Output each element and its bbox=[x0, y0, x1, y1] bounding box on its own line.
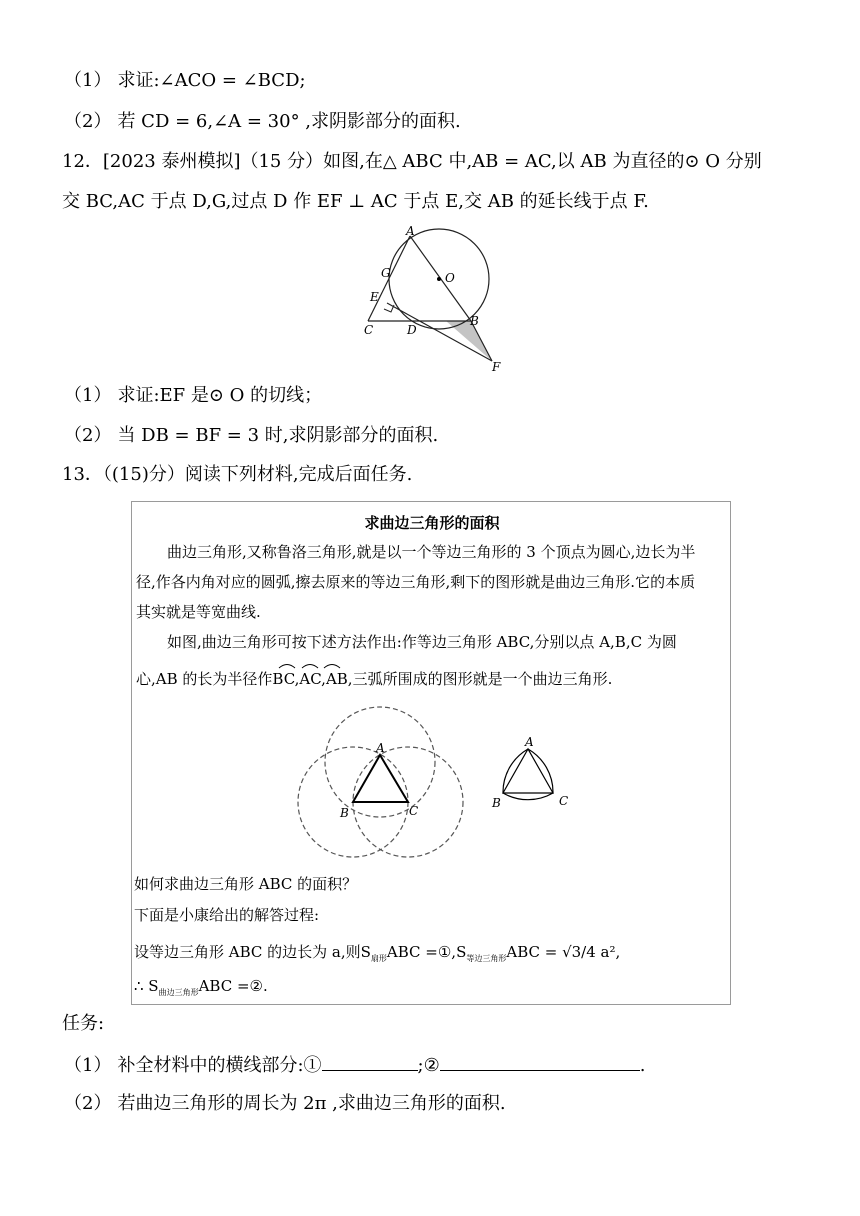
q11-part1-text: 求证:∠ACO = ∠BCD; bbox=[117, 70, 306, 91]
q13-material-box bbox=[131, 501, 731, 1005]
q12-label-d: D bbox=[407, 323, 417, 337]
q13-step2-b: ABC =②. bbox=[198, 977, 268, 995]
q12-label-f: F bbox=[492, 360, 501, 373]
q13-arc-mark-ab bbox=[324, 665, 340, 669]
q12-label-o: O bbox=[445, 271, 455, 285]
q13-step2-a: ∴ S bbox=[134, 977, 159, 995]
q12-figure bbox=[360, 225, 510, 373]
q12-part1 bbox=[64, 384, 322, 408]
q13-header: 13．（(15)分）阅读下列材料,完成后面任务. bbox=[62, 464, 413, 485]
q13-fig1-label-c: C bbox=[409, 804, 419, 818]
q12-center-dot bbox=[437, 277, 441, 281]
q12-part1-number: （1） bbox=[64, 385, 112, 406]
q13-fig1-label-a: A bbox=[376, 741, 385, 755]
q12-label-a: A bbox=[406, 225, 415, 238]
q13-step1-sub1: 扇形 bbox=[370, 954, 387, 963]
q13-triangle-abc bbox=[353, 755, 408, 802]
q12-part2 bbox=[64, 424, 438, 448]
q13-task2-number: （2） bbox=[64, 1093, 112, 1114]
q12-part2-number: （2） bbox=[64, 425, 112, 446]
q13-task1-number: （1） bbox=[64, 1055, 112, 1076]
q13-arc-mark-ac bbox=[302, 665, 318, 669]
q13-task2-text: 若曲边三角形的周长为 2π ,求曲边三角形的面积. bbox=[117, 1093, 506, 1114]
q13-circle-a bbox=[325, 707, 435, 817]
q12-header-line1: 12．[2023 泰州模拟]（15 分）如图,在△ ABC 中,AB = AC,以 AB 为直径的⊙ O 分别 bbox=[62, 151, 762, 172]
q11-part2-number: （2） bbox=[64, 111, 112, 132]
q12-label-g: G bbox=[381, 266, 391, 280]
q13-task1-mid: ;② bbox=[417, 1055, 440, 1076]
q13-para1-line2: 径,作各内角对应的圆弧,擦去原来的等边三角形,剩下的图形就是曲边三角形.它的本质 bbox=[136, 573, 696, 591]
q11-part1-number: （1） bbox=[64, 70, 112, 91]
q13-task1-end: . bbox=[639, 1055, 646, 1076]
q13-para1-line3: 其实就是等宽曲线. bbox=[136, 603, 261, 621]
q12-label-e: E bbox=[370, 290, 379, 304]
q13-task1 bbox=[64, 1052, 645, 1078]
q13-reuleaux-inner-triangle bbox=[503, 749, 553, 793]
q13-para2-line2: 心,AB 的长为半径作BC,AC,AB,三弧所围成的图形就是一个曲边三角形. bbox=[136, 670, 613, 688]
q13-reuleaux-outline bbox=[503, 749, 553, 800]
q13-fig1-label-b: B bbox=[340, 806, 349, 820]
q12-part2-text: 当 DB = BF = 3 时,求阴影部分的面积. bbox=[117, 425, 439, 446]
q11-part1 bbox=[64, 69, 306, 93]
q13-step1-b: ABC =①,S bbox=[386, 943, 467, 961]
q13-step1 bbox=[134, 942, 620, 969]
q13-step1-sub2: 等边三角形 bbox=[466, 954, 507, 963]
q13-box-title: 求曲边三角形的面积 bbox=[364, 514, 500, 532]
q12-label-b: B bbox=[470, 314, 479, 328]
q13-step2-sub: 曲边三角形 bbox=[158, 988, 199, 997]
q11-part2-text: 若 CD = 6,∠A = 30° ,求阴影部分的面积. bbox=[117, 111, 461, 132]
q12-header-line2: 交 BC,AC 于点 D,G,过点 D 作 EF ⊥ AC 于点 E,交 AB 的延长线于点 F. bbox=[62, 191, 649, 212]
q13-fig2-label-b: B bbox=[492, 796, 501, 810]
q13-para2-line1: 如图,曲边三角形可按下述方法作出:作等边三角形 ABC,分别以点 A,B,C 为圆 bbox=[167, 633, 677, 651]
q13-arc-mark-bc bbox=[279, 665, 295, 669]
q13-intro: 下面是小康给出的解答过程: bbox=[134, 906, 320, 924]
q13-task1-text: 补全材料中的横线部分:① bbox=[117, 1055, 322, 1076]
q13-blank-2[interactable] bbox=[440, 1052, 640, 1071]
q12-label-c: C bbox=[364, 323, 374, 337]
q13-fig2-label-a: A bbox=[525, 737, 534, 749]
q13-para1-line1: 曲边三角形,又称鲁洛三角形,就是以一个等边三角形的 3 个顶点为圆心,边长为半 bbox=[167, 543, 696, 561]
q13-fig2-label-c: C bbox=[559, 794, 569, 808]
q13-arc-marks bbox=[277, 660, 347, 670]
q13-task-label: 任务: bbox=[62, 1013, 105, 1034]
q13-blank-1[interactable] bbox=[322, 1052, 418, 1071]
q13-step1-c: ABC = √3/4 a², bbox=[506, 943, 621, 961]
q13-reuleaux-figure bbox=[487, 737, 577, 827]
q12-part1-text: 求证:EF 是⊙ O 的切线； bbox=[117, 385, 323, 406]
q11-part2 bbox=[64, 110, 461, 134]
q13-construction-figure bbox=[292, 702, 472, 862]
q13-step2 bbox=[134, 976, 268, 1003]
q13-step1-a: 设等边三角形 ABC 的边长为 a,则S bbox=[134, 943, 371, 961]
q13-task2 bbox=[64, 1092, 506, 1116]
q13-question: 如何求曲边三角形 ABC 的面积？ bbox=[134, 875, 358, 893]
